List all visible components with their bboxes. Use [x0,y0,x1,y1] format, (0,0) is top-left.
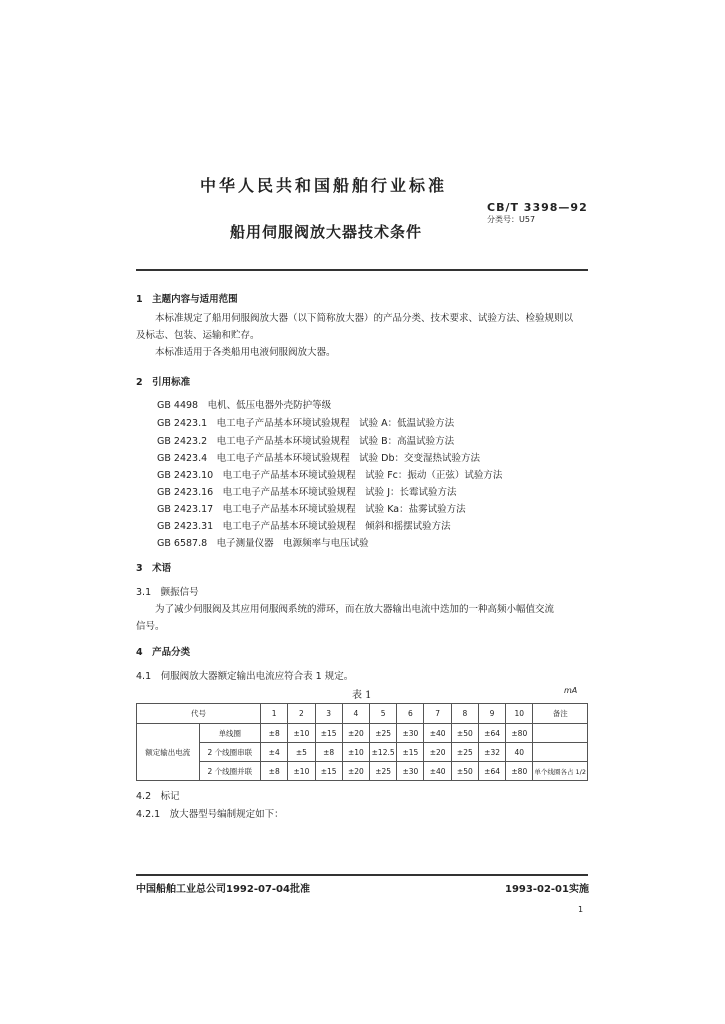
section-1-paragraph-1-line-2: 及标志、包装、运输和贮存。 [136,330,260,341]
table-unit: mA [564,686,578,695]
table-cell: ±25 [370,724,397,743]
table-row-group-label: 额定输出电流 [137,724,200,781]
section-1-heading: 1 主题内容与适用范围 [136,294,238,305]
table-cell: ±8 [261,762,288,781]
table-note-cell: 单个线圈各占 1/2 [533,762,588,781]
page-number: 1 [578,905,584,914]
table-note-cell [533,743,588,762]
table-cell: ±20 [342,762,369,781]
term-definition-line-1: 为了减少伺服阀及其应用伺服阀系统的滞环，而在放大器输出电流中迭加的一种高频小幅值交流 [155,604,555,615]
table-cell: ±25 [370,762,397,781]
table-row-label: 单线圈 [199,724,261,743]
table-row-label: 2 个线圈并联 [199,762,261,781]
reference-item: GB 2423.10 电工电子产品基本环境试验规程 试验 Fc：振动（正弦）试验方法 [157,470,503,481]
implementation-date: 1993-02-01实施 [505,884,589,895]
table-header-cell: 4 [342,704,369,724]
table-cell: ±15 [315,724,342,743]
table-cell: ±32 [478,743,505,762]
footer-divider [136,874,588,876]
term-definition-line-2: 信号。 [136,621,165,632]
table-header-row [137,704,588,724]
table-cell: ±25 [451,743,478,762]
table-cell: ±50 [451,724,478,743]
section-3-heading: 3 术语 [136,563,172,574]
table-cell: ±20 [424,743,451,762]
table-cell: ±80 [506,762,533,781]
table-header-cell: 6 [397,704,424,724]
table-cell: ±40 [424,762,451,781]
table-header-cell: 10 [506,704,533,724]
table-header-cell: 8 [451,704,478,724]
standard-number: CB/T 3398—92 [487,201,588,214]
reference-item: GB 2423.4 电工电子产品基本环境试验规程 试验 Db：交变湿热试验方法 [157,453,481,464]
table-cell: ±10 [288,762,315,781]
issuing-authority-title: 中华人民共和国船舶行业标准 [200,176,448,195]
section-4-2-1-text: 4.2.1 放大器型号编制规定如下： [136,809,284,820]
document-title: 船用伺服阀放大器技术条件 [230,223,423,241]
table-cell: ±15 [397,743,424,762]
table-cell: ±8 [261,724,288,743]
header-divider [136,269,588,271]
section-4-2-heading: 4.2 标记 [136,791,180,802]
reference-item: GB 2423.1 电工电子产品基本环境试验规程 试验 A：低温试验方法 [157,418,455,429]
table-note-cell [533,724,588,743]
table-cell: ±15 [315,762,342,781]
table-header-note: 备注 [533,704,588,724]
table-cell: ±10 [288,724,315,743]
table-cell: ±4 [261,743,288,762]
table-header-cell: 5 [370,704,397,724]
section-1-paragraph-2: 本标准适用于各类船用电液伺服阀放大器。 [155,347,336,358]
table-header-cell: 1 [261,704,288,724]
table-cell: ±64 [478,724,505,743]
table-row [137,724,588,743]
section-4-1-text: 4.1 伺服阀放大器额定输出电流应符合表 1 规定。 [136,671,354,682]
section-3-1-heading: 3.1 颤振信号 [136,587,199,598]
table-header-cell: 9 [478,704,505,724]
table-row [137,743,588,762]
reference-item: GB 2423.16 电工电子产品基本环境试验规程 试验 J：长霉试验方法 [157,487,457,498]
table-caption: 表 1 [352,690,372,701]
table-header-code: 代号 [137,704,261,724]
table-cell: ±40 [424,724,451,743]
section-1-paragraph-1-line-1: 本标准规定了船用伺服阀放大器（以下简称放大器）的产品分类、技术要求、试验方法、检验规则以 [155,313,574,324]
table-cell: ±80 [506,724,533,743]
table-cell: ±30 [397,724,424,743]
table-row-label: 2 个线圈串联 [199,743,261,762]
table-cell: ±50 [451,762,478,781]
table-cell: 40 [506,743,533,762]
reference-item: GB 2423.2 电工电子产品基本环境试验规程 试验 B：高温试验方法 [157,436,455,447]
reference-item: GB 6587.8 电子测量仪器 电源频率与电压试验 [157,538,369,549]
table-cell: ±30 [397,762,424,781]
section-2-heading: 2 引用标准 [136,377,191,388]
reference-item: GB 2423.17 电工电子产品基本环境试验规程 试验 Ka：盐雾试验方法 [157,504,466,515]
reference-item: GB 4498 电机、低压电器外壳防护等级 [157,400,332,411]
table-cell: ±5 [288,743,315,762]
approval-line: 中国船舶工业总公司1992-07-04批准 [136,884,310,895]
table-header-cell: 3 [315,704,342,724]
table-cell: ±20 [342,724,369,743]
reference-item: GB 2423.31 电工电子产品基本环境试验规程 倾斜和摇摆试验方法 [157,521,451,532]
section-4-heading: 4 产品分类 [136,647,191,658]
table-cell: ±8 [315,743,342,762]
table-header-cell: 7 [424,704,451,724]
table-cell: ±10 [342,743,369,762]
table-cell: ±12.5 [370,743,397,762]
classification-code: 分类号：U57 [487,215,536,224]
table-cell: ±64 [478,762,505,781]
table-row [137,762,588,781]
table-header-cell: 2 [288,704,315,724]
rated-current-table [136,703,588,781]
